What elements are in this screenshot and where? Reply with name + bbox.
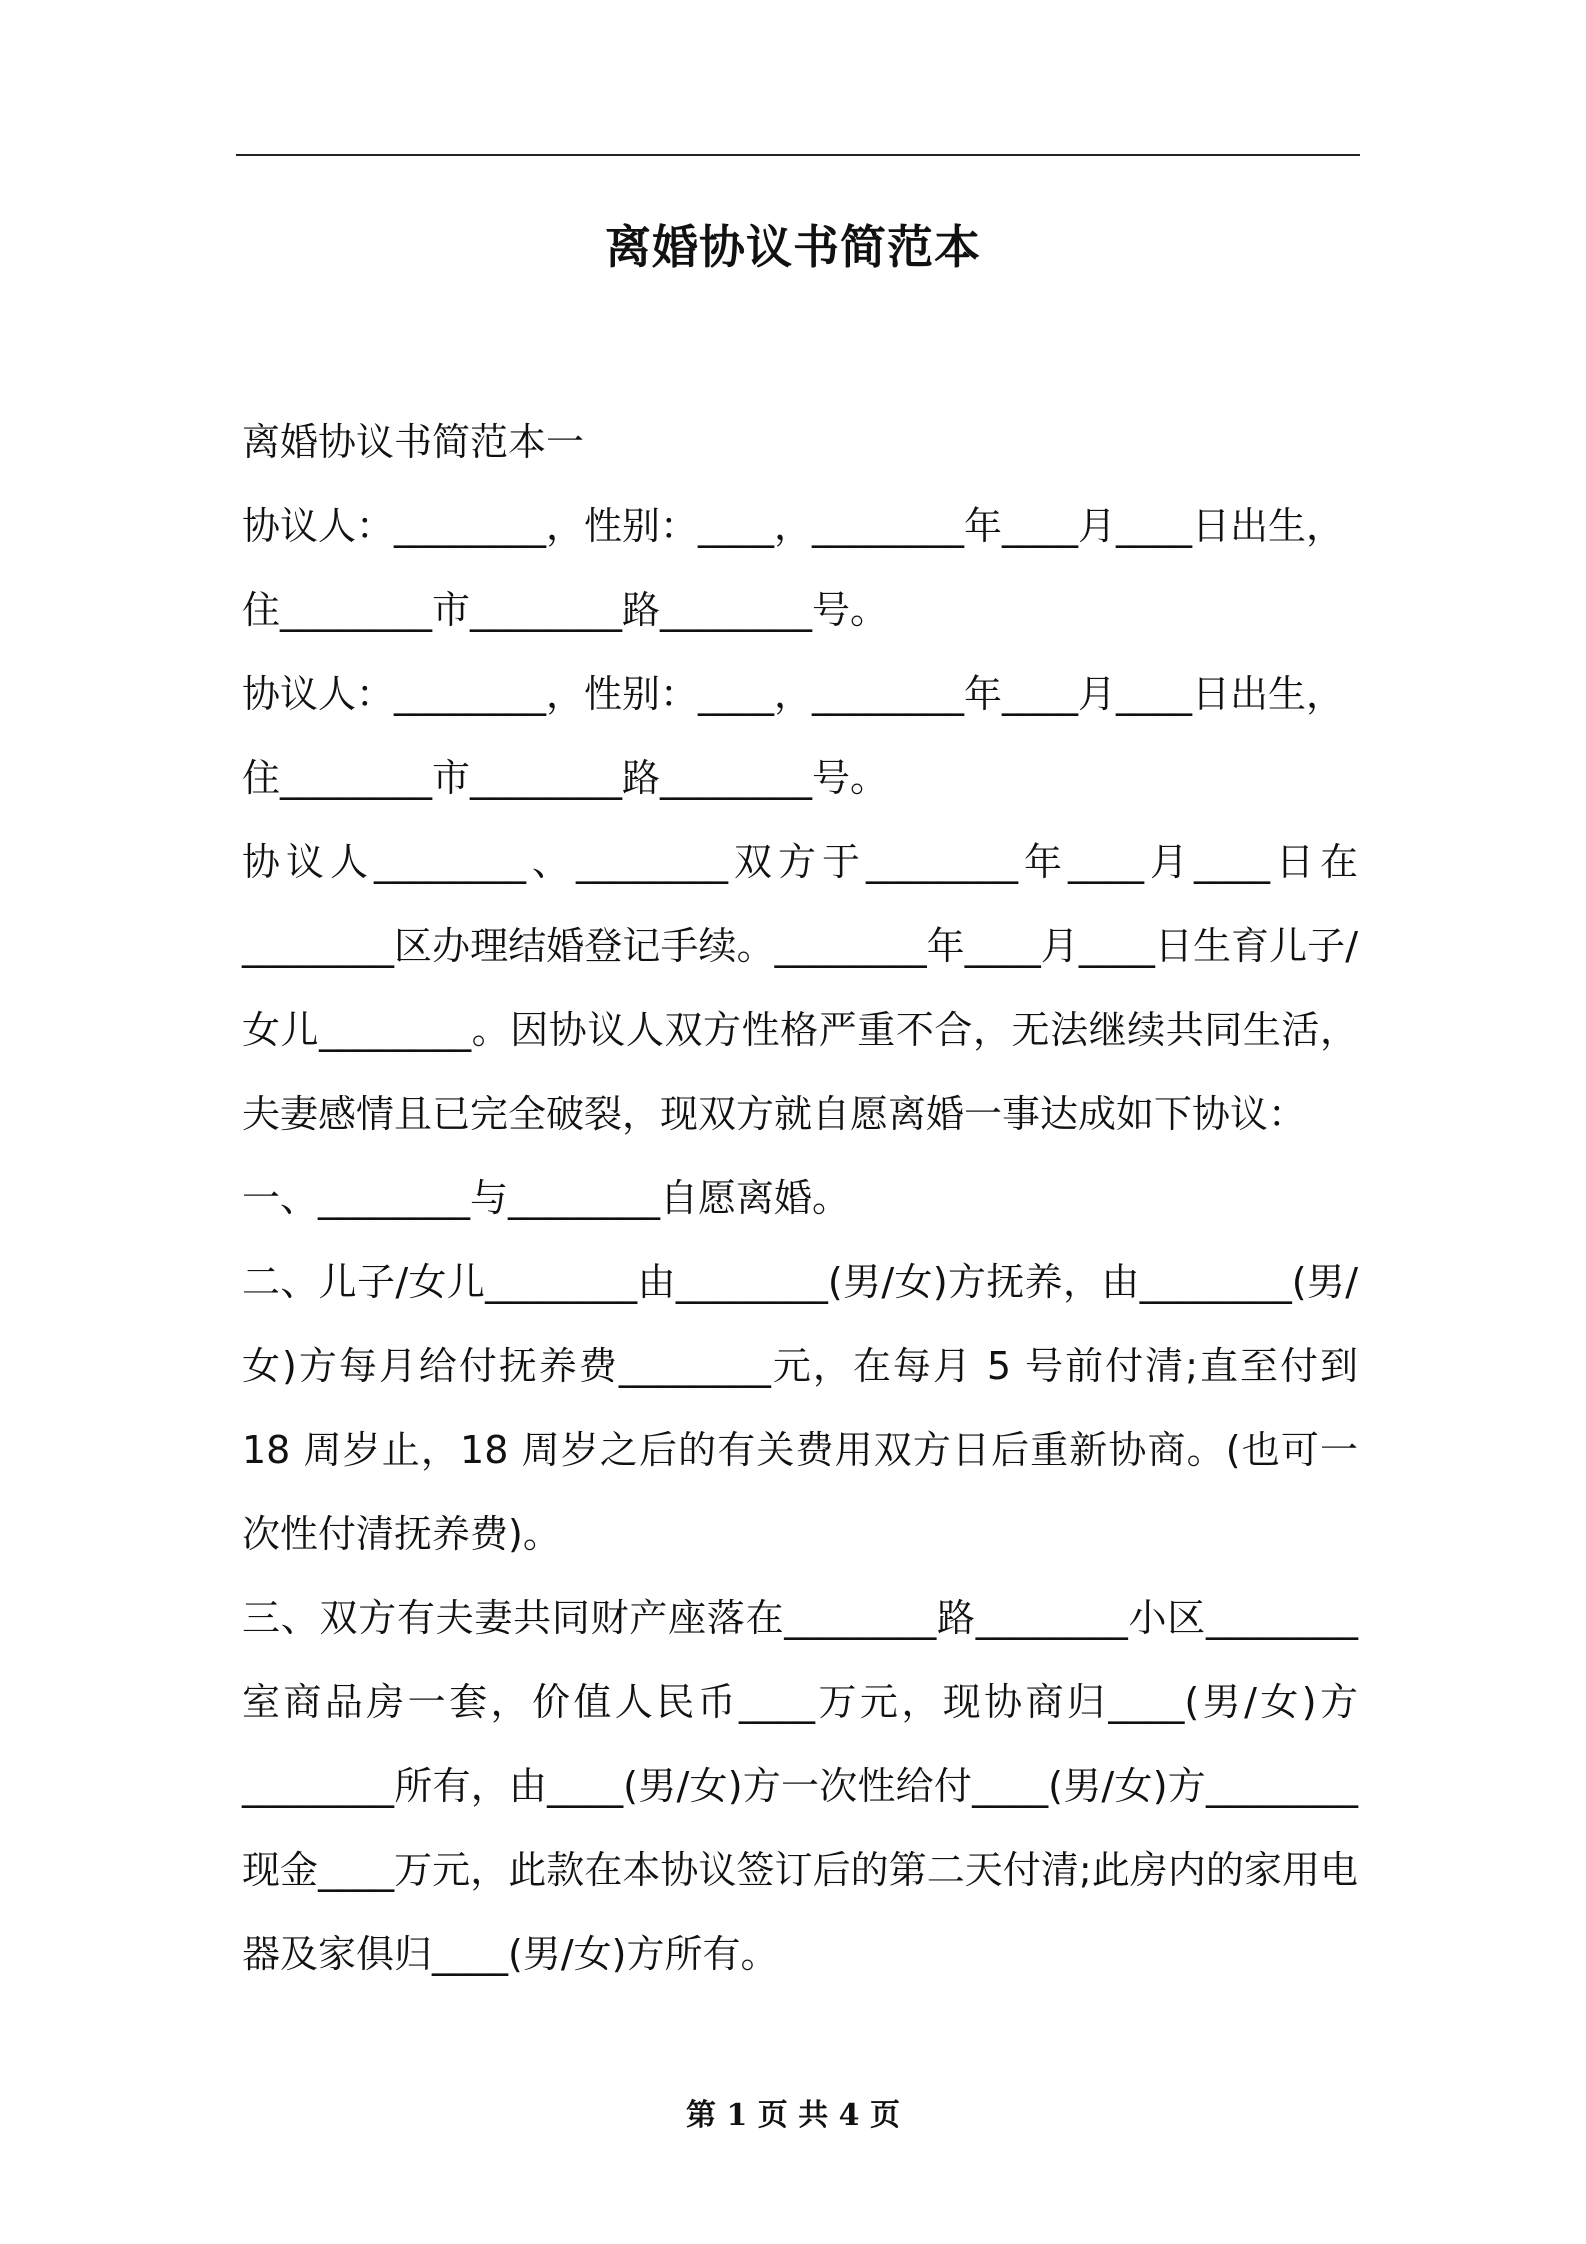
document-title: 离婚协议书简范本 (605, 220, 981, 274)
intro-paragraph: 协议人________、________双方于________年____月____日在________区办理结婚登记手续。________年____月____日生育儿子/女儿________。因协议人双方性格严重不合，无法继续共同生活，夫妻感情且已完全破裂，现双方就自愿离婚一事达成如下协议： (242, 840, 1358, 1136)
clause-3: 三、双方有夫妻共同财产座落在________路________小区________室商品房一套，价值人民币____万元，现协商归____(男/女)方________所有，由____(男/女)方一次性给付____(男/女)方________现金____万元，此款在本协议签订后的第二天付清;此房内的家用电器及家俱归____(男/女)方所有。 (242, 1596, 1358, 1976)
page-indicator: 第 1 页 共 4 页 (686, 2098, 900, 2133)
section-subtitle: 离婚协议书简范本一 (242, 420, 585, 464)
clause-2: 二、儿子/女儿________由________(男/女)方抚养，由________(男/女)方每月给付抚养费________元，在每月 5 号前付清;直至付到 18 周岁止，18 周岁之后的有关费用双方日后重新协商。(也可一次性付清抚养费)。 (242, 1260, 1358, 1556)
party-1-line-1: 协议人：________，性别：____，________年____月____日出生， (242, 504, 1345, 548)
clause-1: 一、________与________自愿离婚。 (242, 1176, 851, 1220)
header-rule (236, 154, 1360, 156)
party-1-line-2: 住________市________路________号。 (242, 588, 889, 632)
party-2-line-1: 协议人：________，性别：____，________年____月____日出生， (242, 672, 1345, 716)
document-body (242, 400, 1358, 1996)
party-2-line-2: 住________市________路________号。 (242, 756, 889, 800)
